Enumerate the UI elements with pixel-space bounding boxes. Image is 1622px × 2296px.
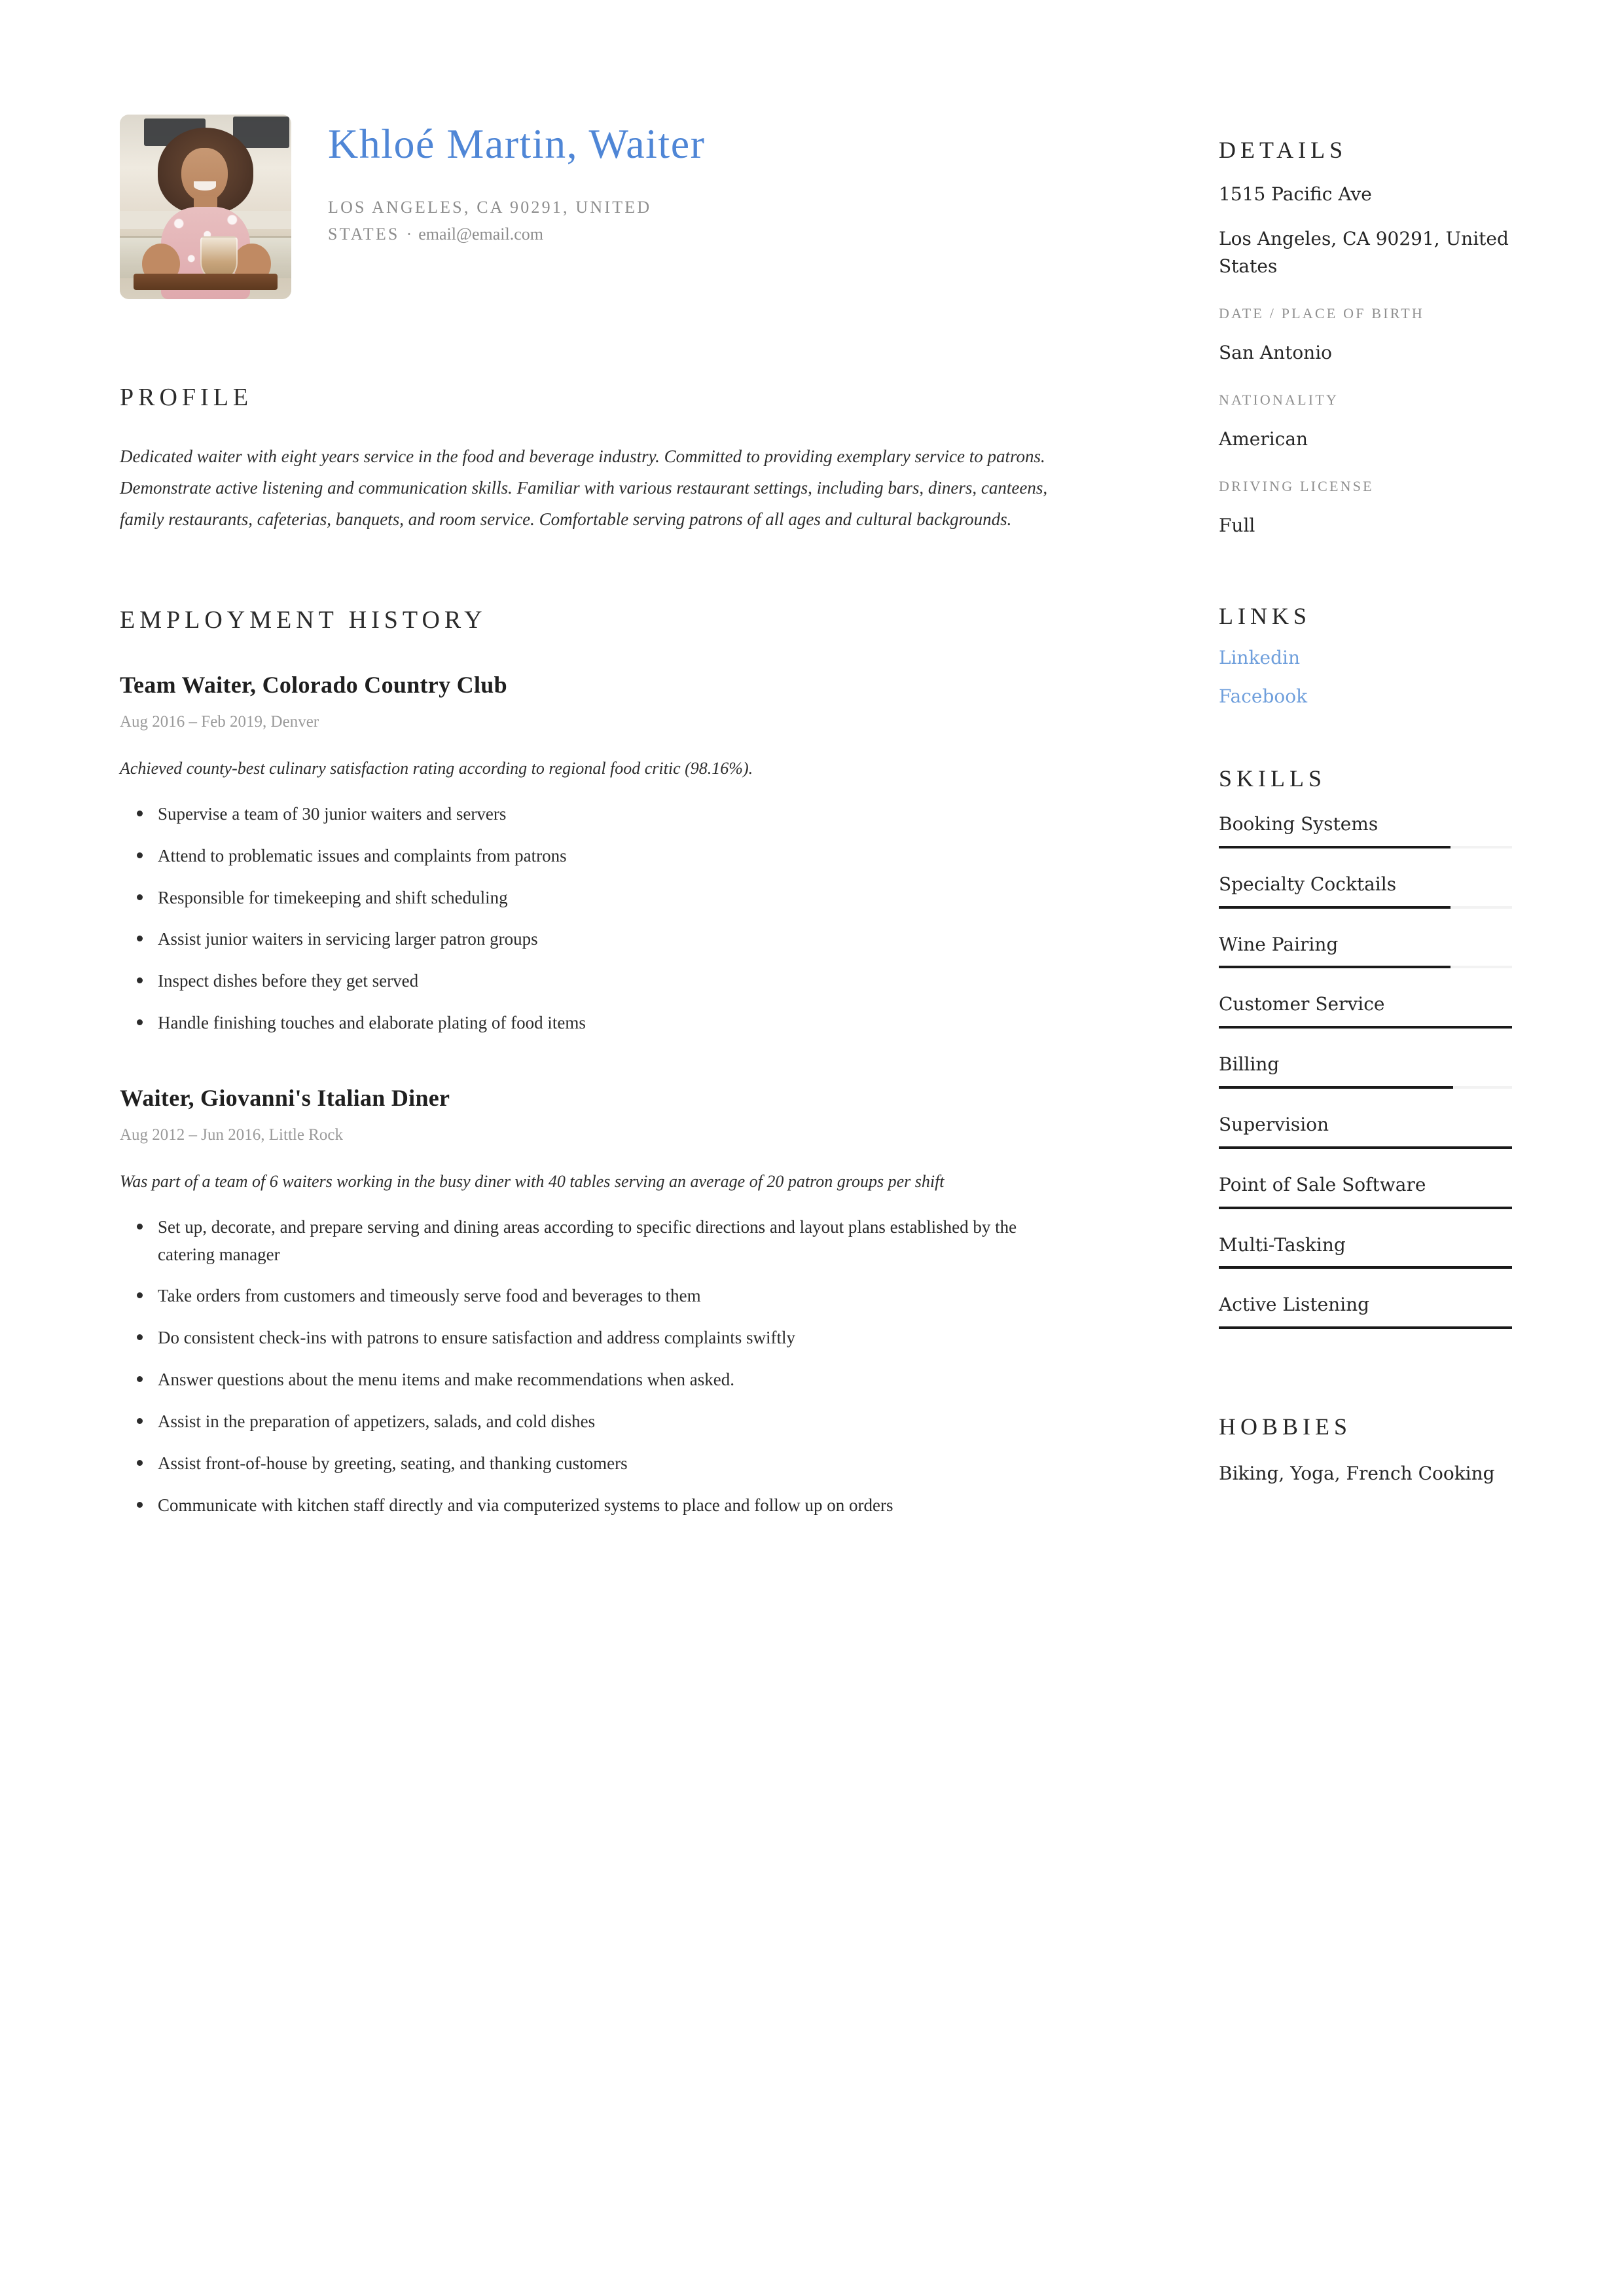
profile-text: Dedicated waiter with eight years service in the food and beverage industry. Committed to providing exemplary service to patrons. Demonstrate active listening and communication skills. Familiar with various restaurant settings, including bars, diners, canteens, family restaurants, cafeterias, banquets, and room service. Comfortable serving patrons of all ages and cultural backgrounds. <box>120 446 1048 530</box>
list-item: Attend to problematic issues and complaints from patrons <box>158 843 1074 870</box>
skill-item <box>1219 992 1515 1029</box>
skill-item <box>1219 1292 1515 1329</box>
section-heading-employment: EMPLOYMENT HISTORY <box>120 606 487 634</box>
skill-track <box>1219 1026 1512 1029</box>
photo-face <box>181 148 228 202</box>
skill-track <box>1219 1266 1512 1269</box>
skill-label: Booking Systems <box>1219 813 1379 835</box>
skill-level-fill <box>1219 1146 1512 1149</box>
skill-level-fill <box>1219 1326 1512 1329</box>
detail-label-driving-license: DRIVING LICENSE <box>1219 478 1374 494</box>
detail-label-nationality: NATIONALITY <box>1219 392 1339 408</box>
skill-track <box>1219 1086 1512 1089</box>
contact-email[interactable]: email@email.com <box>418 224 543 244</box>
job-bullet-list <box>120 1214 1089 1520</box>
employment-entry <box>120 671 1089 1037</box>
link-facebook[interactable]: Facebook <box>1219 685 1308 707</box>
detail-value-driving-license: Full <box>1219 515 1255 536</box>
header-text-block <box>328 115 747 247</box>
list-item: Handle finishing touches and elaborate plating of food items <box>158 1010 1074 1037</box>
contact-separator: · <box>406 224 412 244</box>
detail-address-city: Los Angeles, CA 90291, United States <box>1219 228 1509 277</box>
skill-item <box>1219 932 1515 969</box>
skill-label: Billing <box>1219 1053 1280 1076</box>
list-item: Assist junior waiters in servicing larger patron groups <box>158 926 1074 953</box>
skill-track <box>1219 846 1512 848</box>
section-heading-links: LINKS <box>1219 603 1311 629</box>
skill-item <box>1219 1173 1515 1209</box>
link-linkedin[interactable]: Linkedin <box>1219 647 1301 668</box>
skill-level-fill <box>1219 966 1451 968</box>
detail-address-street: 1515 Pacific Ave <box>1219 183 1372 205</box>
skill-level-fill <box>1219 906 1451 909</box>
profile-photo <box>120 115 291 299</box>
list-item: Responsible for timekeeping and shift scheduling <box>158 884 1074 912</box>
employment-entry <box>120 1084 1089 1520</box>
skill-label: Supervision <box>1219 1113 1329 1135</box>
skill-item <box>1219 1233 1515 1269</box>
skill-level-fill <box>1219 846 1451 848</box>
skill-item <box>1219 1052 1515 1089</box>
list-item: Do consistent check-ins with patrons to ensure satisfaction and address complaints swiftly <box>158 1324 1074 1352</box>
job-title: Team Waiter, Colorado Country Club <box>120 672 507 699</box>
detail-value-dob: San Antonio <box>1219 342 1333 363</box>
skill-label: Active Listening <box>1219 1294 1370 1316</box>
main-column <box>120 115 1089 1533</box>
skill-label: Point of Sale Software <box>1219 1173 1426 1195</box>
skill-item <box>1219 872 1515 909</box>
section-heading-hobbies: HOBBIES <box>1219 1413 1352 1440</box>
skill-label: Wine Pairing <box>1219 933 1339 955</box>
resume-header <box>120 115 1089 299</box>
skill-track <box>1219 1326 1512 1329</box>
skill-level-fill <box>1219 1207 1512 1209</box>
list-item: Set up, decorate, and prepare serving and dining areas according to specific directions and layout plans established by the catering manager <box>158 1214 1074 1269</box>
job-meta: Aug 2012 – Jun 2016, Little Rock <box>120 1125 343 1144</box>
list-item: Answer questions about the menu items and make recommendations when asked. <box>158 1366 1074 1394</box>
section-heading-profile: PROFILE <box>120 384 253 411</box>
skill-label: Multi-Tasking <box>1219 1233 1346 1256</box>
skill-track <box>1219 1146 1512 1149</box>
skill-item <box>1219 1112 1515 1149</box>
page-title: Khloé Martin, Waiter <box>328 120 706 167</box>
skill-track <box>1219 1207 1512 1209</box>
skill-item <box>1219 812 1515 848</box>
section-heading-skills: SKILLS <box>1219 765 1327 792</box>
skill-label: Customer Service <box>1219 993 1385 1015</box>
photo-smile <box>194 181 216 191</box>
skill-track <box>1219 906 1512 909</box>
section-heading-details: DETAILS <box>1219 137 1348 163</box>
contact-line <box>328 194 747 247</box>
detail-label-dob: DATE / PLACE OF BIRTH <box>1219 305 1425 321</box>
list-item: Communicate with kitchen staff directly and via computerized systems to place and follow up on orders <box>158 1492 1074 1520</box>
skill-label: Specialty Cocktails <box>1219 873 1397 895</box>
list-item: Assist in the preparation of appetizers, salads, and cold dishes <box>158 1408 1074 1436</box>
job-meta: Aug 2016 – Feb 2019, Denver <box>120 713 319 731</box>
skill-level-fill <box>1219 1026 1512 1029</box>
hobbies-value: Biking, Yoga, French Cooking <box>1219 1463 1495 1485</box>
list-item: Supervise a team of 30 junior waiters and servers <box>158 801 1074 828</box>
job-summary: Was part of a team of 6 waiters working in the busy diner with 40 tables serving an average of 20 patron groups per shift <box>120 1171 945 1191</box>
skill-track <box>1219 966 1512 968</box>
job-title: Waiter, Giovanni's Italian Diner <box>120 1084 450 1111</box>
job-bullet-list <box>120 801 1089 1037</box>
sidebar-column <box>1219 136 1515 1487</box>
list-item: Assist front-of-house by greeting, seating, and thanking customers <box>158 1450 1074 1478</box>
list-item: Take orders from customers and timeously serve food and beverages to them <box>158 1283 1074 1310</box>
detail-value-nationality: American <box>1219 428 1308 450</box>
list-item: Inspect dishes before they get served <box>158 968 1074 995</box>
skill-level-fill <box>1219 1266 1512 1269</box>
job-summary: Achieved county-best culinary satisfaction rating according to regional food critic (98.16%). <box>120 759 753 778</box>
skill-level-fill <box>1219 1086 1453 1089</box>
photo-tray <box>134 274 278 290</box>
contact-address: LOS ANGELES, CA 90291, UNITED STATES <box>328 198 652 244</box>
